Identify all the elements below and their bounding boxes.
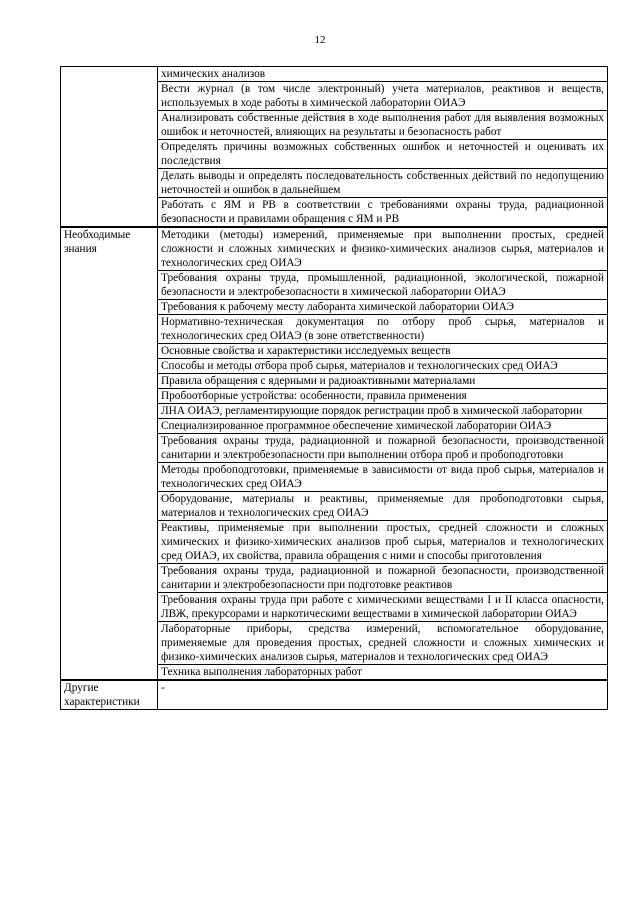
page-number: 12 (314, 34, 326, 46)
table-cell: Делать выводы и определять последовательность собственных действий по недопущению неточностей и ошибок в дальнейшем (158, 169, 608, 198)
table-cell: Требования охраны труда при работе с химическими веществами I и II класса опасности, ЛВЖ, прекурсорами и наркотическими веществами в химической лаборатории ОИАЭ (158, 593, 608, 622)
table-cell: Правила обращения с ядерными и радиоактивными материалами (158, 374, 608, 389)
table-cell: Реактивы, применяемые при выполнении простых, средней сложности и сложных химических и физико-химических анализов проб сырья, материалов и технологических сред ОИАЭ, их свойства, правила обращения с ними и способы приготовления (158, 521, 608, 564)
table-row (61, 680, 608, 710)
table-cell: Техника выполнения лабораторных работ (158, 665, 608, 681)
table-cell: ЛНА ОИАЭ, регламентирующие порядок регистрации проб в химической лаборатории (158, 404, 608, 419)
table-row (61, 227, 608, 271)
table-cell: Методики (методы) измерений, применяемые при выполнении простых, средней сложности и сложных химических и физико-химических анализов сырья, материалов и технологических сред ОИАЭ (158, 227, 608, 271)
skills-label-cell (61, 67, 158, 228)
table-cell: химических анализов (158, 67, 608, 82)
table-cell: Требования к рабочему месту лаборанта химической лаборатории ОИАЭ (158, 300, 608, 315)
table-cell: Методы пробоподготовки, применяемые в зависимости от вида проб сырья, материалов и технологических сред ОИАЭ (158, 463, 608, 492)
table-cell: Оборудование, материалы и реактивы, применяемые для пробоподготовки сырья, материалов и технологических сред ОИАЭ (158, 492, 608, 521)
table-row (61, 67, 608, 82)
table-cell: Основные свойства и характеристики исследуемых веществ (158, 344, 608, 359)
knowledge-label: Необходимые знания (61, 227, 158, 680)
table-cell: Лабораторные приборы, средства измерений, вспомогательное оборудование, применяемые для проведения простых, средней сложности и сложных химических и физико-химических анализов сырья, материалов и технологических сред ОИАЭ (158, 622, 608, 665)
table-cell: Анализировать собственные действия в ходе выполнения работ для выявления возможных ошибок и неточностей, влияющих на результаты и безопасность работ (158, 111, 608, 140)
table-cell: Вести журнал (в том числе электронный) учета материалов, реактивов и веществ, используемых в ходе работы в химической лаборатории ОИАЭ (158, 82, 608, 111)
table-cell: Специализированное программное обеспечение химической лаборатории ОИАЭ (158, 419, 608, 434)
table-cell: Требования охраны труда, радиационной и пожарной безопасности, производственной санитарии и электробезопасности при подготовке реактивов (158, 564, 608, 593)
qualification-table (60, 66, 608, 710)
table-cell: Работать с ЯМ и РВ в соответствии с требованиями охраны труда, радиационной безопасности и правилами обращения с ЯМ и РВ (158, 198, 608, 228)
table-cell: Определять причины возможных собственных ошибок и неточностей и оценивать их последствия (158, 140, 608, 169)
table-cell: Способы и методы отбора проб сырья, материалов и технологических сред ОИАЭ (158, 359, 608, 374)
other-value: - (158, 680, 608, 710)
table-cell: Нормативно-техническая документация по отбору проб сырья, материалов и технологических сред ОИАЭ (в зоне ответственности) (158, 315, 608, 344)
table-cell: Требования охраны труда, промышленной, радиационной, экологической, пожарной безопасности и электробезопасности в химической лаборатории ОИАЭ (158, 271, 608, 300)
other-label: Другие характеристики (61, 680, 158, 710)
table-cell: Пробоотборные устройства: особенности, правила применения (158, 389, 608, 404)
table-cell: Требования охраны труда, радиационной и пожарной безопасности, производственной санитарии и электробезопасности при выполнении отбора проб и пробоподготовки (158, 434, 608, 463)
